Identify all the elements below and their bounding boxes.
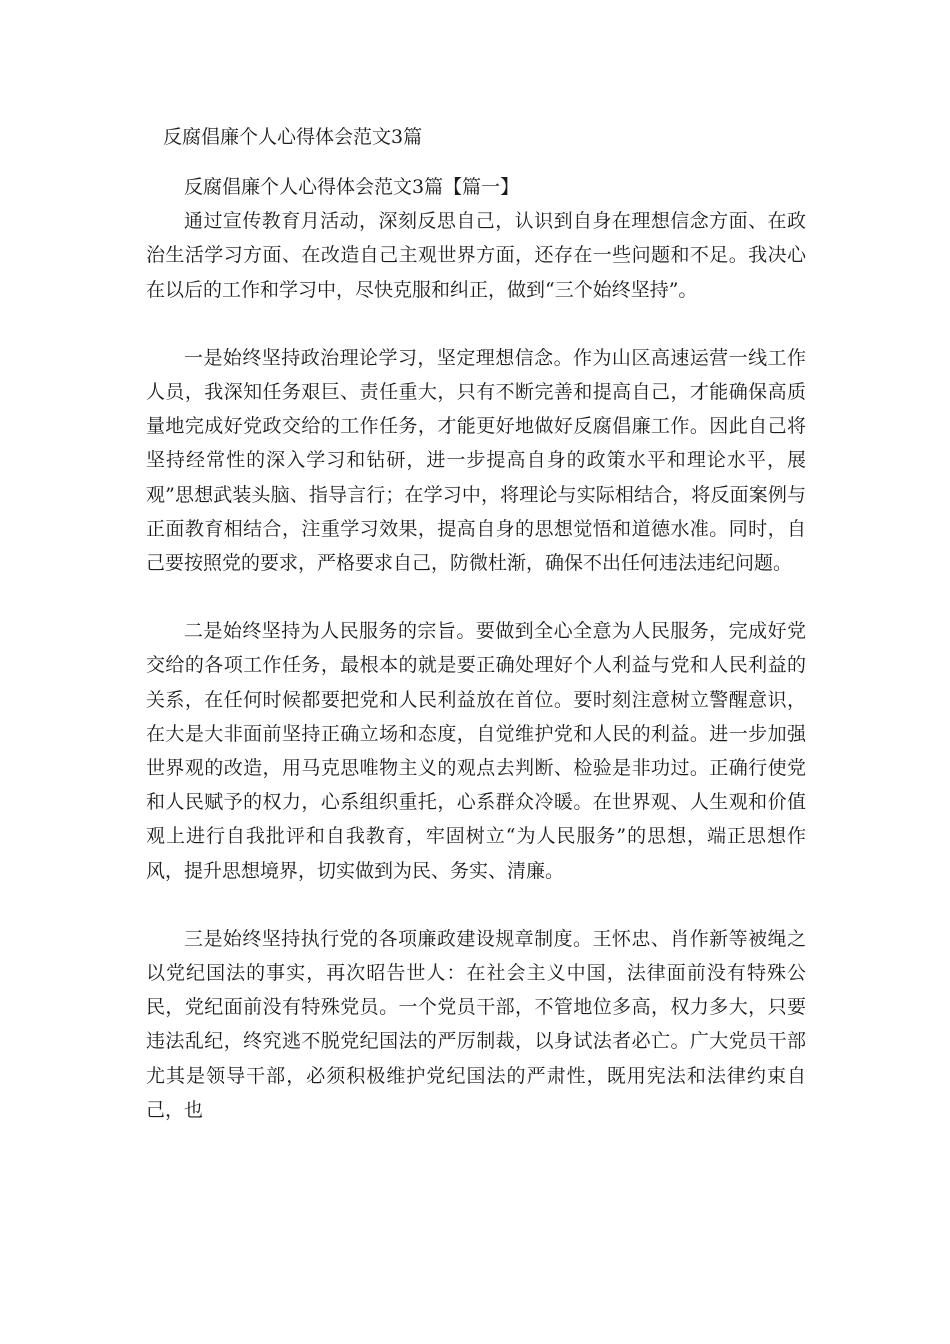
paragraph-point-three: 三是始终坚持执行党的各项廉政建设规章制度。王怀忠、肖作新等被绳之以党纪国法的事实，再次昭告世人：在社会主义中国，法律面前没有特殊公民，党纪面前没有特殊党员。一个党员干部，不管地位多高，权力多大，只要违法乱纪，终究逃不脱党纪国法的严厉制裁，以身试法者必亡。广大党员干部尤其是领导干部，必须积极维护党纪国法的严肃性，既用宪法和法律约束自己，也 — [146, 927, 806, 1121]
paragraph-intro: 通过宣传教育月活动，深刻反思自己，认识到自身在理想信念方面、在政治生活学习方面、在改造自己主观世界方面，还存在一些问题和不足。我决心在以后的工作和学习中，尽快克服和纠正，做到“三个始终坚持”。 — [146, 210, 806, 301]
section-heading: 反腐倡廉个人心得体会范文3篇【篇一】 — [184, 176, 520, 198]
paragraph-point-two: 二是始终坚持为人民服务的宗旨。要做到全心全意为人民服务，完成好党交给的各项工作任务，最根本的就是要正确处理好个人利益与党和人民利益的关系，在任何时候都要把党和人民利益放在首位。要时刻注意树立警醒意识，在大是大非面前坚持正确立场和态度，自觉维护党和人民的利益。进一步加强世界观的改造，用马克思唯物主义的观点去判断、检验是非功过。正确行使党和人民赋予的权力，心系组织重托，心系群众冷暖。在世界观、人生观和价值观上进行自我批评和自我教育，牢固树立“为人民服务”的思想，端正思想作风，提升思想境界，切实做到为民、务实、清廉。 — [146, 620, 806, 882]
document-body — [146, 170, 806, 1127]
document-title: 反腐倡廉个人心得体会范文3篇 — [163, 126, 423, 148]
paragraph-point-one: 一是始终坚持政治理论学习，坚定理想信念。作为山区高速运营一线工作人员，我深知任务艰巨、责任重大，只有不断完善和提高自己，才能确保高质量地完成好党政交给的工作任务，才能更好地做好反腐倡廉工作。因此自己将坚持经常性的深入学习和钻研，进一步提高自身的政策水平和理论水平，展观”思想武装头脑、指导言行；在学习中，将理论与实际相结合，将反面案例与正面教育相结合，注重学习效果，提高自身的思想觉悟和道德水准。同时，自己要按照党的要求，严格要求自己，防微杜渐，确保不出任何违法违纪问题。 — [146, 346, 806, 575]
